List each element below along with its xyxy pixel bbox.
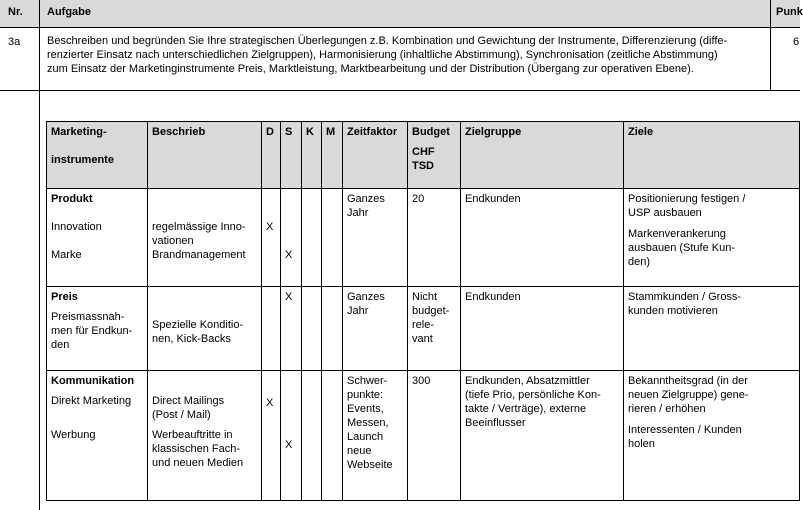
task-line: zum Einsatz der Marketinginstrumente Preis, Marktleistung, Marktbearbeitung und der Distribution (Übergang zur operativen Ebene). [47,63,694,75]
cell-instrument: Kommunikation Direkt Marketing Werbung [47,371,148,501]
cell-desc [148,189,262,287]
cell-target: Endkunden, Absatzmittler (tiefe Prio, persönliche Kon- takte / Verträge), externe Beeinflusser [461,371,624,501]
mark-x: X [266,221,274,233]
cell-m [322,371,343,501]
task-text [47,34,777,76]
group-label: Kommunikation [51,375,135,387]
mark-x: X [285,439,293,451]
cell-k [302,371,322,501]
header-text: TSD [412,160,434,172]
cell-target: Endkunden [461,287,624,371]
cell-budget: Nicht budget- rele- vant [408,287,461,371]
header-text: instrumente [51,154,114,166]
header-nr: Nr. [8,6,23,18]
cell-target: Endkunden [461,189,624,287]
table-row [47,287,800,371]
cell-k [302,287,322,371]
item-label: Innovation [51,221,102,233]
cell-time: Schwer- punkte: Events, Messen, Launch neue Webseite [343,371,408,501]
col-header-desc: Beschrieb [148,122,262,189]
cell-m [322,287,343,371]
task-points: 6 [793,36,800,48]
item-label: Marke [51,249,82,261]
cell-instrument [47,189,148,287]
cell-goals: Positionierung festigen / USP ausbauen Markenverankerung ausbauen (Stufe Kun- den) [624,189,800,287]
cell-goals: Stammkunden / Gross- kunden motivieren [624,287,800,371]
cell-d [262,371,281,501]
desc-text: regelmässige Inno- [152,221,246,233]
group-label: Preis [51,291,78,303]
task-line: renzierter Einsatz nach unterschiedlichen Zielgruppen), Harmonisierung (inhaltliche Abstimmung), Synchronisation (zeitliche Abstimmung) [47,49,718,61]
mark-x: X [285,249,293,261]
cell-budget: 300 [408,371,461,501]
cell-desc: Direct Mailings (Post / Mail) Werbeauftritte in klassischen Fach- und neuen Medien [148,371,262,501]
cell-s [281,189,302,287]
col-header-s: S [281,122,302,189]
header-text: CHF [412,146,435,158]
col-header-instruments [47,122,148,189]
col-header-d: D [262,122,281,189]
cell-k [302,189,322,287]
cell-instrument: Preis Preismassnah- men für Endkun- den [47,287,148,371]
group-label: Produkt [51,193,93,205]
divider [0,90,800,91]
marketing-instruments-table [46,121,800,501]
cell-s: X [281,287,302,371]
cell-time: Ganzes Jahr [343,189,408,287]
col-header-goals: Ziele [624,122,800,189]
task-line: Beschreiben und begründen Sie Ihre strategischen Überlegungen z.B. Kombination und Gewichtung der Instrumente, Differenzierung (diffe- [47,35,728,47]
col-header-budget [408,122,461,189]
desc-text: Brandmanagement [152,249,246,261]
outer-header [0,0,803,28]
cell-d [262,189,281,287]
table-row [47,371,800,501]
table-header-row [47,122,800,189]
header-task: Aufgabe [47,6,91,18]
col-header-k: K [302,122,322,189]
cell-budget: 20 [408,189,461,287]
cell-s [281,371,302,501]
cell-goals: Bekanntheitsgrad (in der neuen Zielgruppe) gene- rieren / erhöhen Interessenten / Kunden holen [624,371,800,501]
col-header-m: M [322,122,343,189]
cell-time: Ganzes Jahr [343,287,408,371]
cell-m [322,189,343,287]
table-row [47,189,800,287]
col-header-target: Zielgruppe [461,122,624,189]
header-text: Marketing- [51,126,107,138]
cell-d [262,287,281,371]
divider [39,0,40,510]
desc-text: vationen [152,235,194,247]
cell-desc: Spezielle Konditio- nen, Kick-Backs [148,287,262,371]
header-text: Budget [412,126,450,138]
task-number: 3a [8,36,21,48]
col-header-time: Zeitfaktor [343,122,408,189]
mark-x: X [266,397,274,409]
header-points: Punk [776,6,803,18]
